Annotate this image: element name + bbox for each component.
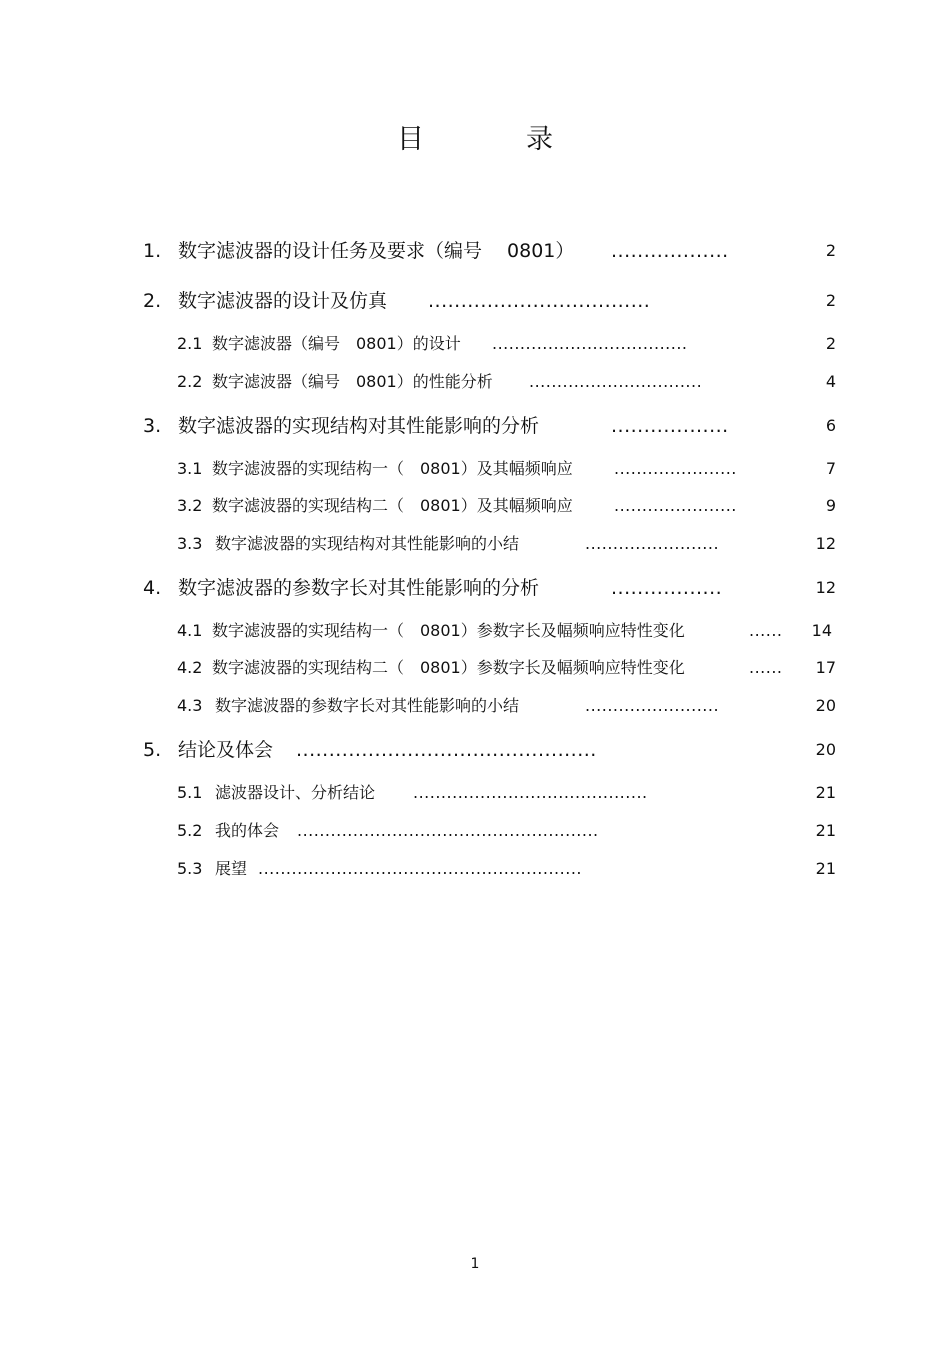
toc-title [0, 122, 950, 162]
toc-title-char-1: 目 [397, 124, 424, 155]
toc-entry-text: 结论及体会 [178, 739, 274, 761]
toc-entry-2-2[interactable] [0, 371, 950, 401]
toc-entry-4-2[interactable] [0, 657, 950, 687]
toc-entry-number: 2. [143, 290, 162, 312]
toc-entry-5-1[interactable] [0, 782, 950, 812]
toc-entry-page: 12 [815, 578, 836, 597]
toc-leader-dots: ...... [749, 621, 783, 640]
toc-leader-dots: ................. [611, 577, 723, 599]
toc-entry-3[interactable] [0, 413, 950, 443]
toc-entry-page: 20 [815, 740, 836, 759]
toc-entry-3-2[interactable] [0, 495, 950, 525]
toc-leader-dots: ........................ [585, 534, 720, 553]
toc-entry-text: 数字滤波器的实现结构二（ 0801）参数字长及幅频响应特性变化 [212, 658, 685, 677]
toc-entry-number: 2.2 [177, 372, 203, 391]
toc-leader-dots: .................. [611, 415, 729, 437]
toc-entry-2-1[interactable] [0, 333, 950, 363]
toc-leader-dots: ...................... [614, 459, 737, 478]
toc-entry-text: 数字滤波器（编号 0801）的设计 [212, 334, 461, 353]
toc-entry-text: 滤波器设计、分析结论 [215, 783, 376, 802]
toc-entry-5-2[interactable] [0, 820, 950, 850]
toc-entry-text: 数字滤波器的实现结构一（ 0801）参数字长及幅频响应特性变化 [212, 621, 685, 640]
toc-entry-4-1[interactable] [0, 620, 950, 650]
toc-entry-text: 数字滤波器的参数字长对其性能影响的小结 [215, 696, 520, 715]
toc-entry-page: 6 [825, 416, 836, 435]
toc-entry-page: 2 [825, 291, 836, 310]
toc-entry-number: 1. [143, 240, 162, 262]
toc-entry-3-1[interactable] [0, 458, 950, 488]
toc-entry-page: 21 [815, 821, 836, 840]
toc-entry-number: 4.2 [177, 658, 203, 677]
toc-entry-page: 20 [815, 696, 836, 715]
toc-entry-number: 4. [143, 577, 162, 599]
toc-entry-page: 2 [825, 241, 836, 260]
toc-entry-page: 9 [825, 496, 836, 515]
toc-leader-dots: .......................................................... [258, 859, 582, 878]
toc-entry-page: 4 [825, 372, 836, 391]
toc-entry-text: 数字滤波器的实现结构对其性能影响的分析 [178, 415, 540, 437]
footer-page-number: 1 [470, 1256, 480, 1272]
toc-leader-dots: .............................................. [296, 739, 597, 761]
toc-entry-number: 5.1 [177, 783, 203, 802]
toc-entry-text: 数字滤波器的实现结构二（ 0801）及其幅频响应 [212, 496, 573, 515]
toc-leader-dots: ...................... [614, 496, 737, 515]
toc-entry-number: 4.1 [177, 621, 203, 640]
toc-entry-text: 数字滤波器的实现结构对其性能影响的小结 [215, 534, 520, 553]
toc-leader-dots: ...... [749, 658, 783, 677]
toc-title-char-2: 录 [526, 124, 553, 155]
toc-entry-number: 4.3 [177, 696, 203, 715]
toc-leader-dots: .......................................... [413, 783, 648, 802]
toc-entry-2[interactable] [0, 288, 950, 318]
toc-entry-page: 21 [815, 859, 836, 878]
toc-entry-number: 5.2 [177, 821, 203, 840]
toc-entry-text: 我的体会 [215, 821, 280, 840]
toc-entry-text: 数字滤波器的参数字长对其性能影响的分析 [178, 577, 540, 599]
toc-entry-number: 3.3 [177, 534, 203, 553]
toc-entry-text: 数字滤波器的设计任务及要求（编号 0801） [178, 240, 575, 262]
toc-entry-number: 3.2 [177, 496, 203, 515]
toc-entry-text: 展望 [215, 859, 248, 878]
toc-entry-page: 17 [815, 658, 836, 677]
toc-leader-dots: .................. [611, 240, 729, 262]
toc-entry-4-3[interactable] [0, 695, 950, 725]
toc-leader-dots: .................................. [428, 290, 651, 312]
toc-entry-1[interactable] [0, 238, 950, 268]
toc-entry-3-3[interactable] [0, 533, 950, 563]
toc-entry-page: 2 [825, 334, 836, 353]
toc-entry-5[interactable] [0, 737, 950, 767]
toc-leader-dots: ................................... [492, 334, 688, 353]
toc-leader-dots: ............................... [529, 372, 703, 391]
toc-leader-dots: ...................................................... [297, 821, 599, 840]
toc-entry-number: 5. [143, 739, 162, 761]
toc-entry-page: 14 [811, 621, 832, 640]
toc-entry-number: 5.3 [177, 859, 203, 878]
toc-leader-dots: ........................ [585, 696, 720, 715]
toc-entry-number: 3.1 [177, 459, 203, 478]
toc-entry-text: 数字滤波器的设计及仿真 [178, 290, 388, 312]
toc-entry-5-3[interactable] [0, 858, 950, 888]
toc-entry-number: 2.1 [177, 334, 203, 353]
toc-entry-4[interactable] [0, 575, 950, 605]
toc-entry-page: 7 [825, 459, 836, 478]
toc-entry-page: 21 [815, 783, 836, 802]
toc-entry-text: 数字滤波器的实现结构一（ 0801）及其幅频响应 [212, 459, 573, 478]
toc-entry-page: 12 [815, 534, 836, 553]
toc-entry-number: 3. [143, 415, 162, 437]
toc-entry-text: 数字滤波器（编号 0801）的性能分析 [212, 372, 493, 391]
